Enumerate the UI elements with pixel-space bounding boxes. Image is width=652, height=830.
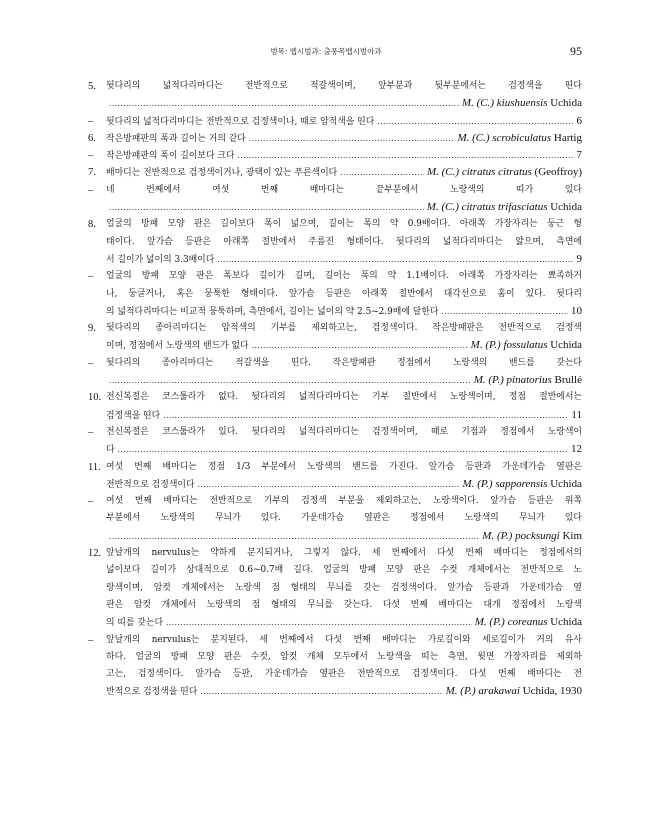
taxon-genus: M. (C.) xyxy=(426,166,462,179)
taxon-genus: M. (C.) xyxy=(457,131,493,144)
taxon-epithet: arakawai xyxy=(478,685,520,698)
couplet-number: – xyxy=(88,634,94,646)
couplet-text xyxy=(106,424,582,459)
go-to-couplet: 7 xyxy=(576,149,582,162)
key-couplet xyxy=(88,389,582,424)
text-line: 의 띠를 갖는다 xyxy=(106,618,164,629)
couplet-result xyxy=(474,372,582,389)
text-line: 얼굴의 방패 모양 판은 길이보다 폭이 넓으며, 길이는 폭의 약 0.9배이다. 아래쪽 가장자리는 둥근 형 xyxy=(106,219,582,230)
taxon-epithet: citratus trifasciatus xyxy=(461,201,548,214)
text-line: 여섯 번째 배마디는 전반적으로 기부의 검정색 부분을 제외하고는, 노랑색이다. 앞가슴 등판은 위쪽 xyxy=(106,496,582,507)
taxon-epithet: kiushuensis xyxy=(496,97,548,110)
couplet-text xyxy=(106,78,582,113)
result-line xyxy=(106,95,582,112)
text-line: 서 길이가 넓이의 3.3배이다 xyxy=(106,254,215,265)
couplet-number: – xyxy=(88,184,94,196)
taxon-author: Brullé xyxy=(551,374,582,387)
taxon-epithet: sapporensis xyxy=(495,477,548,490)
text-line: 넓이보다 길이가 상대적으로 0.6~0.7배 길다. 얼굴의 방패 모양 판은 수컷 개체에서는 전반적으로 노 xyxy=(106,565,582,576)
couplet-result xyxy=(571,441,582,458)
couplet-number: 11. xyxy=(88,461,101,473)
text-line: 여섯 번째 배마디는 정점 1/3 부분에서 노랑색의 밴드를 가진다. 앞가슴 등판과 가운데가슴 옆판은 xyxy=(106,461,582,472)
taxon-epithet: citratus citratus xyxy=(461,166,532,179)
couplet-result xyxy=(577,251,583,268)
text-line: 작은방패판의 폭이 길이보다 크다 xyxy=(106,151,235,162)
go-to-couplet: 11 xyxy=(571,408,582,421)
leader-dots xyxy=(340,164,424,181)
text-line: 전신복절은 코스툴라가 없다. 뒷다리의 넓적다리마디는 기부 절반에서 노랑색이며, 정점 절반에서는 xyxy=(106,392,582,403)
text-line: 전반적으로 검정색이다 xyxy=(106,479,195,490)
text-line: 태이다. 앞가슴 등판은 아래쪽 절반에서 주름진 형태이다. 뒷다리의 넓적다리마디는 얇으며, 측면에 xyxy=(106,236,582,247)
couplet-number: 8. xyxy=(88,219,96,231)
taxon-epithet: pocksungi xyxy=(515,529,560,542)
result-line xyxy=(106,441,582,458)
couplet-result xyxy=(475,614,582,631)
taxon-genus: M. (P.) xyxy=(474,616,508,629)
leader-dots xyxy=(198,476,460,493)
taxon-author: (Geoffroy) xyxy=(531,166,582,179)
couplet-text xyxy=(106,389,582,424)
couplet-number: – xyxy=(88,271,94,283)
couplet-text xyxy=(106,493,582,545)
couplet-result xyxy=(571,303,582,320)
text-line: 뒷다리의 넓적다리마디는 전반적으로 적갈색이며, 앞부분과 뒷부분에서는 검정색을 띤다 xyxy=(106,81,582,91)
text-line: 뒷다리의 종아리마디는 암적색의 기부를 제외하고는, 검정색이다. 작은방패판은 전반적으로 검정색 xyxy=(106,323,582,334)
taxon-genus: M. (P.) xyxy=(473,374,507,387)
go-to-couplet: 9 xyxy=(576,252,582,265)
key-couplet xyxy=(88,632,582,701)
leader-dots xyxy=(200,683,442,700)
leader-dots xyxy=(249,130,455,147)
text-line: 검정색을 띤다 xyxy=(106,410,161,421)
couplet-number: 5. xyxy=(88,81,96,92)
text-line: 하다. 얼굴의 방패 모양 판은 수컷, 암컷 개체 모두에서 노랑색을 띠는 측면, 윗면 가장자리를 제외하 xyxy=(106,651,582,662)
identification-key xyxy=(88,78,582,701)
taxon-epithet: coreanus xyxy=(507,616,548,629)
running-head: 범목: 벱시벌과: 출풍목벱시벌아과 xyxy=(270,47,382,56)
text-line: 얼굴의 방패 모양 판은 폭보다 길이가 길며, 길이는 폭의 약 1.1배이다. 아래쪽 가장자리는 뾰족하거 xyxy=(106,271,582,282)
leader-dots xyxy=(109,528,479,545)
taxon-author: Uchida xyxy=(547,97,582,110)
leader-dots xyxy=(118,441,568,458)
couplet-result xyxy=(427,164,582,181)
couplet-number: – xyxy=(88,496,94,508)
key-couplet xyxy=(88,459,582,494)
text-line: 고는, 검정색이다. 앞가슴 등판, 가운데가슴 옆판은 전반적으로 검정색이다. 다섯 번째 배마디는 전 xyxy=(106,669,582,680)
couplet-text xyxy=(106,182,582,217)
go-to-couplet: 10 xyxy=(571,304,582,317)
result-line xyxy=(106,337,582,354)
result-line xyxy=(106,251,582,268)
key-couplet xyxy=(88,493,582,545)
key-couplet xyxy=(88,182,582,217)
couplet-result xyxy=(577,113,583,130)
couplet-result xyxy=(427,199,582,216)
taxon-epithet: pinatorius xyxy=(506,374,552,387)
taxon-epithet: scrobiculatus xyxy=(492,131,552,144)
key-couplet xyxy=(88,78,582,113)
taxon-genus: M. (P.) xyxy=(462,477,496,490)
taxon-author: Hartig xyxy=(551,131,582,144)
result-line xyxy=(106,528,582,545)
result-line xyxy=(106,614,582,631)
leader-dots xyxy=(252,337,468,354)
couplet-number: – xyxy=(88,115,94,127)
couplet-text xyxy=(106,164,582,181)
couplet-text xyxy=(106,320,582,355)
key-couplet xyxy=(88,545,582,631)
taxon-genus: M. (C.) xyxy=(426,201,462,214)
couplet-number: 10. xyxy=(88,392,102,404)
text-line: 배마디는 전반적으로 검정색이거나, 광택이 있는 푸른색이다 xyxy=(106,168,338,179)
couplet-text xyxy=(106,113,582,130)
key-couplet xyxy=(88,164,582,181)
leader-dots xyxy=(217,251,573,268)
taxon-epithet: fossulatus xyxy=(503,339,548,352)
couplet-number: 7. xyxy=(88,167,96,179)
key-couplet xyxy=(88,113,582,130)
taxon-genus: M. (C.) xyxy=(461,97,497,110)
text-line: 반적으로 검정색을 띤다 xyxy=(106,687,198,698)
leader-dots xyxy=(377,113,573,130)
key-couplet xyxy=(88,268,582,320)
text-line: 전신복절은 코스툴라가 있다. 뒷다리의 넓적다리마디는 검정색이며, 때로 기점과 정점에서 노랑색이 xyxy=(106,426,582,437)
leader-dots xyxy=(238,147,574,164)
leader-dots xyxy=(166,614,472,631)
couplet-text xyxy=(106,459,582,494)
key-couplet xyxy=(88,216,582,268)
text-line: 나, 둥글거나, 혹은 뭉툭한 형태이다. 앞가슴 등판은 아래쪽 절반에서 대각선으로 홈이 있다. 뒷다리 xyxy=(106,288,582,299)
taxon-genus: M. (P.) xyxy=(445,685,479,698)
text-line: 판은 암컷 개체에서 노랑색의 점 형태의 무늬를 갖는다. 다섯 번째 배마디는 대개 정점에서 노랑색 xyxy=(106,599,582,610)
key-couplet xyxy=(88,355,582,390)
page-number: 95 xyxy=(570,44,582,58)
result-line xyxy=(106,164,582,181)
text-line: 작은방패판의 폭과 길이는 거의 같다 xyxy=(106,133,246,144)
text-line: 뒷다리의 종아리마디는 적갈색을 띤다. 작은방패판 정점에서 노랑색의 밴드를 갖는다 xyxy=(106,357,582,368)
taxon-author: Kim xyxy=(559,529,582,542)
couplet-result xyxy=(471,337,582,354)
taxon-author: Uchida xyxy=(547,339,582,352)
result-line xyxy=(106,130,582,147)
key-couplet xyxy=(88,320,582,355)
couplet-result xyxy=(462,95,582,112)
taxon-genus: M. (P.) xyxy=(470,339,504,352)
leader-dots xyxy=(441,303,568,320)
key-couplet xyxy=(88,147,582,164)
couplet-text xyxy=(106,545,582,631)
result-line xyxy=(106,683,582,700)
result-line xyxy=(106,147,582,164)
couplet-number: 12. xyxy=(88,548,102,560)
leader-dots xyxy=(163,407,568,424)
couplet-result xyxy=(463,476,582,493)
couplet-result xyxy=(446,683,582,700)
taxon-author: Uchida xyxy=(547,477,582,490)
go-to-couplet: 6 xyxy=(576,114,582,127)
couplet-text xyxy=(106,632,582,701)
couplet-text xyxy=(106,147,582,164)
text-line: 이며, 정점에서 노랑색의 밴드가 없다 xyxy=(106,341,249,352)
result-line xyxy=(106,476,582,493)
result-line xyxy=(106,113,582,130)
couplet-number: 6. xyxy=(88,132,96,144)
couplet-number: 9. xyxy=(88,323,96,335)
text-line: 랑색이며, 암컷 개체에서는 노랑색 점 형태의 무늬를 갖는 검정색이다. 앞가슴 등판과 가운데가슴 옆 xyxy=(106,582,582,593)
text-line: 뒷다리의 넓적다리마디는 전반적으로 검정색이나, 때로 암적색을 띤다 xyxy=(106,116,375,127)
key-couplet xyxy=(88,424,582,459)
text-line: 다 xyxy=(106,445,115,456)
taxon-author: Uchida xyxy=(547,616,582,629)
result-line xyxy=(106,199,582,216)
text-line: 의 넓적다리마디는 비교적 뭉툭하며, 측면에서, 길이는 넓이의 약 2.5~2.9배에 달한다 xyxy=(106,306,439,317)
couplet-result xyxy=(577,147,583,164)
result-line xyxy=(106,372,582,389)
couplet-text xyxy=(106,130,582,147)
go-to-couplet: 12 xyxy=(571,443,582,456)
couplet-text xyxy=(106,268,582,320)
couplet-text xyxy=(106,216,582,268)
couplet-text xyxy=(106,355,582,390)
couplet-result xyxy=(571,407,582,424)
taxon-author: Uchida xyxy=(547,201,582,214)
leader-dots xyxy=(109,372,471,389)
taxon-author: Uchida, 1930 xyxy=(519,685,582,698)
couplet-number: – xyxy=(88,357,94,369)
couplet-result xyxy=(482,528,582,545)
result-line xyxy=(106,407,582,424)
key-couplet xyxy=(88,130,582,147)
text-line: 부분에서 노랑색의 무늬가 있다. 가운데가슴 옆판은 정점에서 노랑색의 무늬가 있다 xyxy=(106,513,582,524)
text-line: 네 번째에서 여섯 번째 배마디는 끝부분에서 노랑색의 띠가 있다 xyxy=(106,184,582,195)
text-line: 앞날개의 nervulus는 분지된다. 세 번째에서 다섯 번째 배마디는 가로길이와 세로길이가 거의 유사 xyxy=(106,634,582,645)
leader-dots xyxy=(109,199,424,216)
couplet-number: – xyxy=(88,150,94,162)
leader-dots xyxy=(109,95,459,112)
couplet-number: – xyxy=(88,426,94,438)
result-line xyxy=(106,303,582,320)
couplet-result xyxy=(457,130,582,147)
text-line: 앞날개의 nervulus는 약하게 분지되거나, 그렇지 않다. 세 번째에서 다섯 번째 배마디는 정점에서의 xyxy=(106,548,582,559)
taxon-genus: M. (P.) xyxy=(482,529,516,542)
